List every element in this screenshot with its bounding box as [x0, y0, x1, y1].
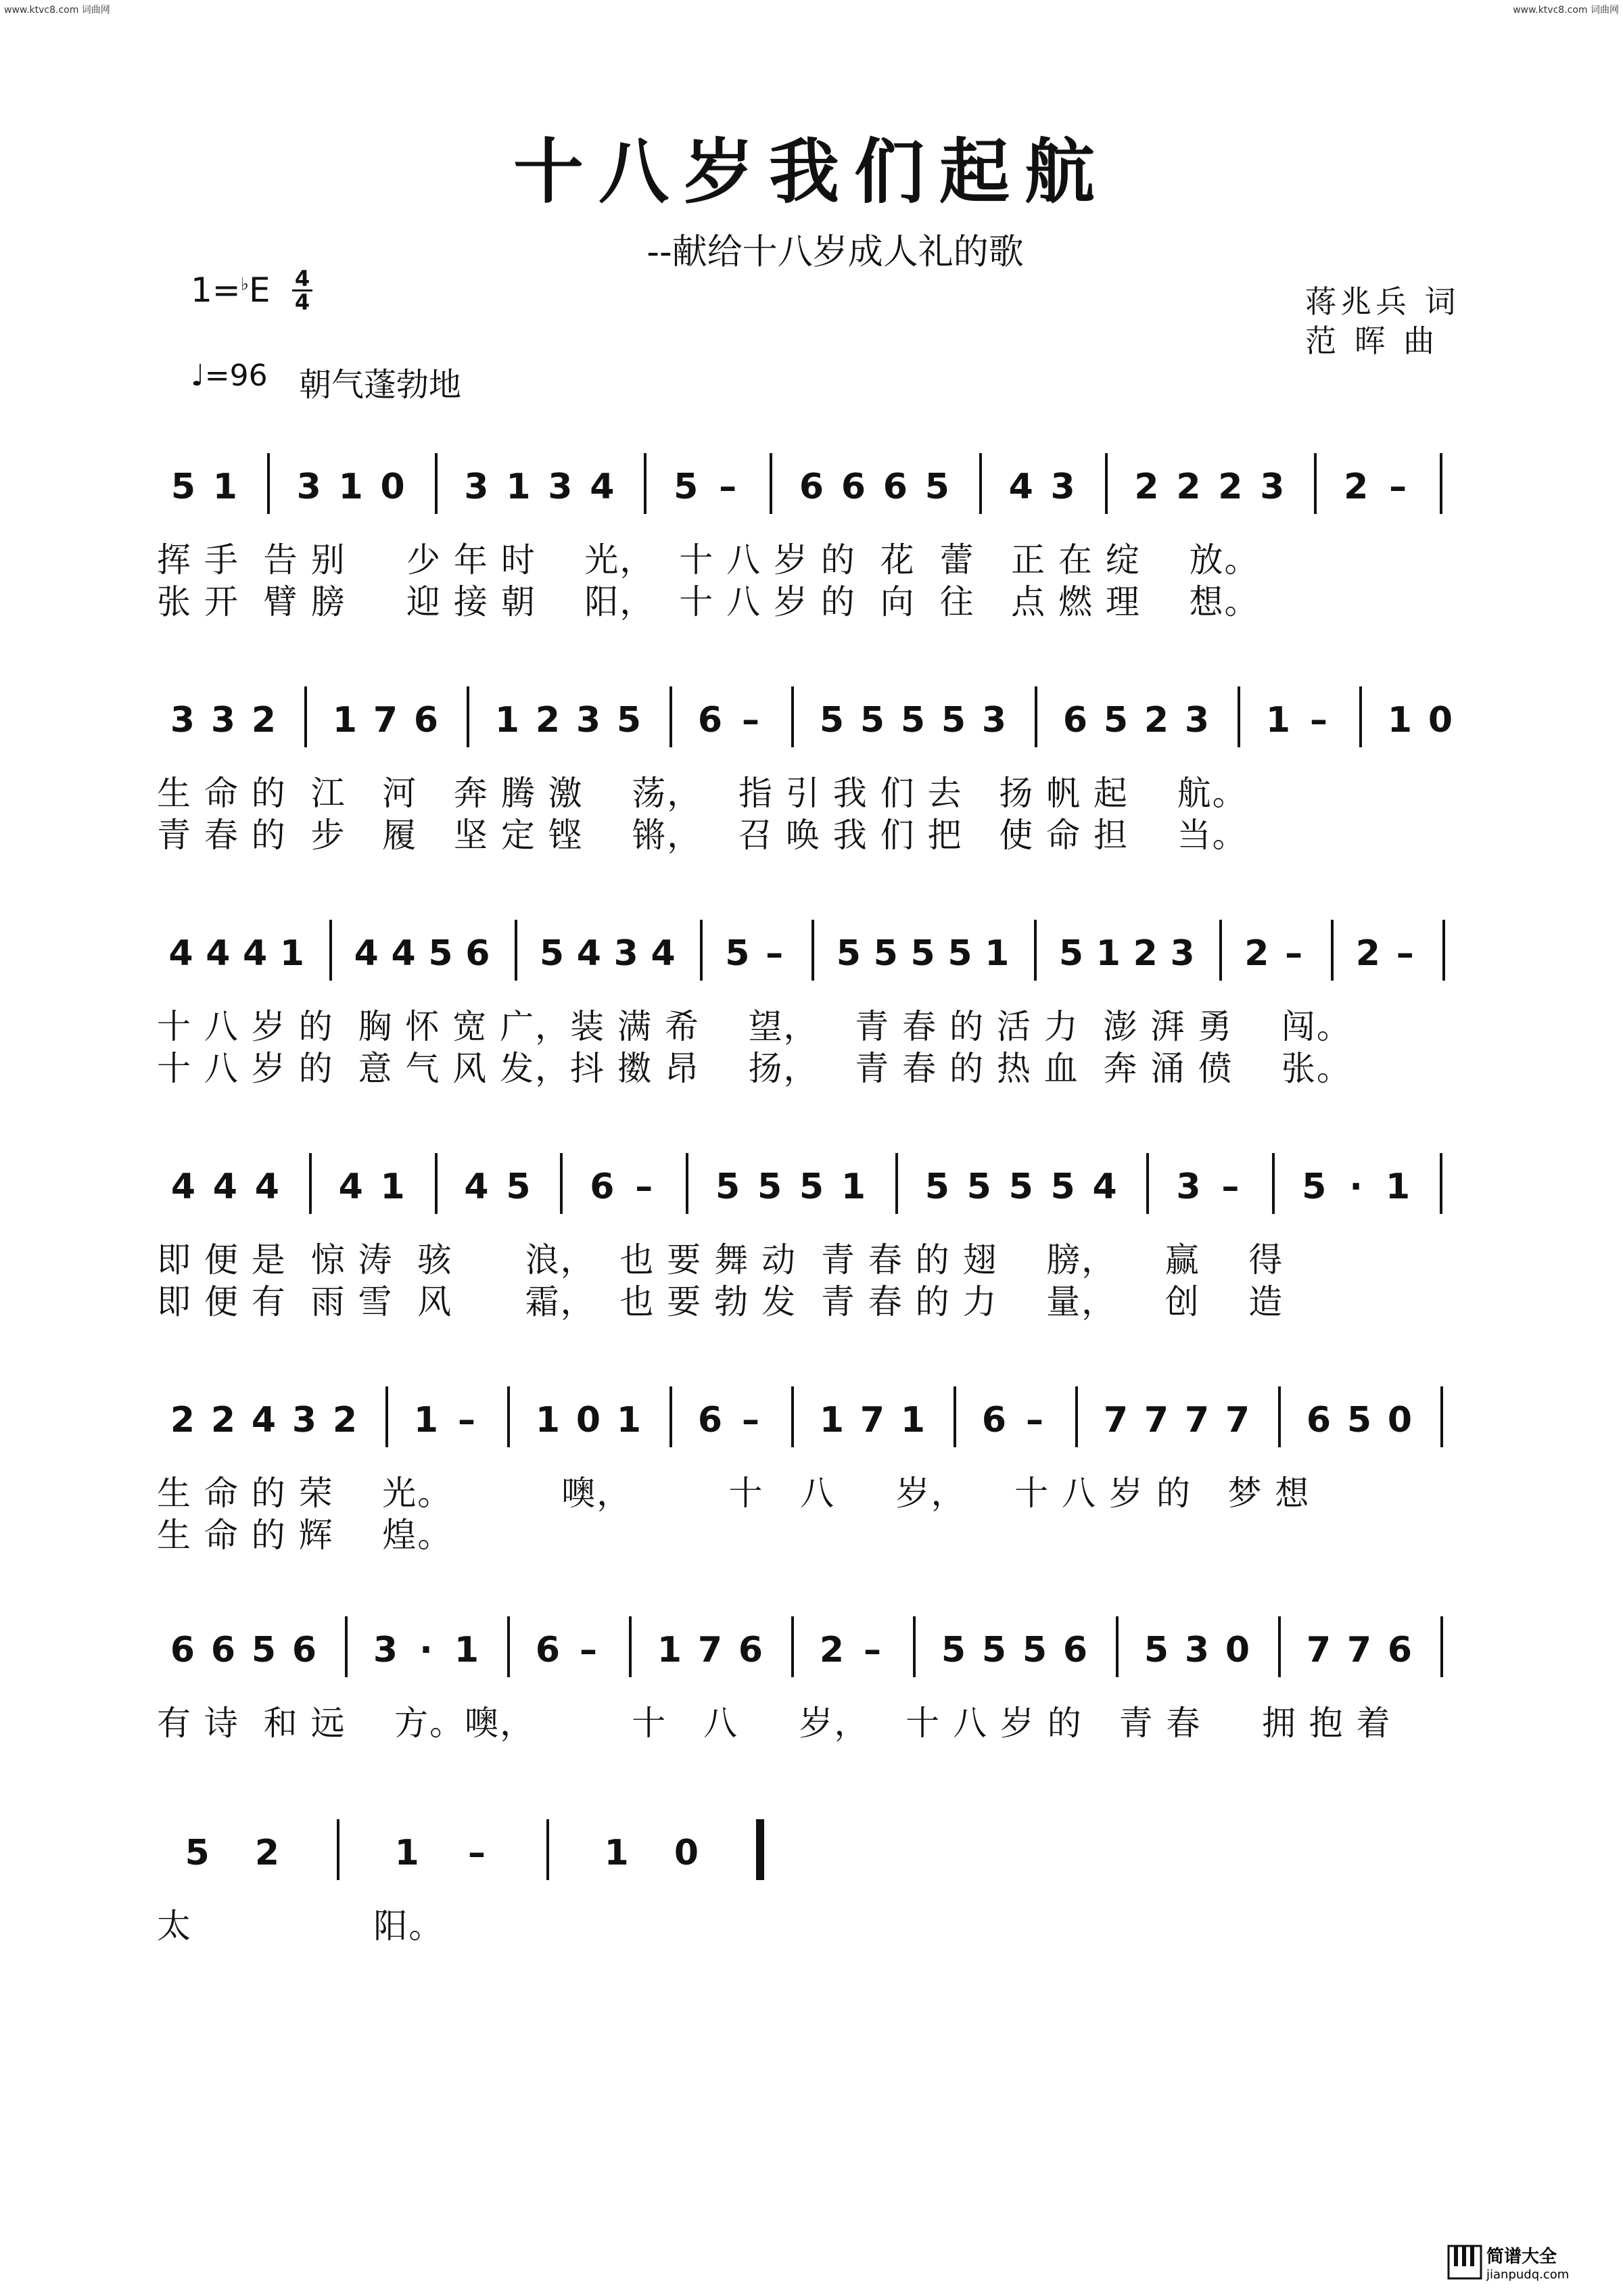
- barline: [1278, 1386, 1281, 1447]
- note: 1: [454, 1630, 479, 1670]
- note: 6: [697, 1400, 723, 1440]
- score-line: [0, 453, 1623, 656]
- note: 5: [1144, 1630, 1169, 1670]
- note: 3: [296, 467, 321, 507]
- piano-icon: [1449, 2246, 1481, 2278]
- note: –: [864, 1630, 881, 1670]
- notes-row: [0, 686, 1623, 761]
- note: 3: [1184, 700, 1210, 741]
- note: 6: [413, 700, 439, 741]
- barline: [791, 686, 794, 747]
- note: 6: [210, 1630, 236, 1670]
- note: 6: [799, 467, 824, 507]
- note: 1: [212, 467, 237, 507]
- note: 6: [1062, 1630, 1088, 1670]
- note: 5: [910, 933, 935, 974]
- note: 5: [428, 933, 453, 974]
- note: 5: [924, 1167, 949, 1207]
- lyric-verse-1: 太 阳。: [157, 1906, 444, 1946]
- note: 0: [575, 1400, 601, 1440]
- note: 2: [332, 1400, 358, 1440]
- note: –: [458, 1400, 475, 1440]
- note: 4: [1008, 467, 1033, 507]
- barline: [1278, 1616, 1281, 1677]
- barline: [560, 1153, 563, 1214]
- note: 1: [279, 933, 305, 974]
- note: 5: [799, 1167, 824, 1207]
- note: 7: [1306, 1630, 1332, 1670]
- barline: [1440, 1153, 1442, 1214]
- score-line: [0, 1819, 1623, 2022]
- note: 0: [674, 1833, 699, 1873]
- note: –: [1396, 933, 1414, 974]
- note: 4: [354, 933, 379, 974]
- score-line: [0, 920, 1623, 1123]
- barline: [435, 1153, 438, 1214]
- barline: [329, 920, 332, 981]
- note: 3: [981, 700, 1007, 741]
- note: –: [766, 933, 784, 974]
- note: 3: [1050, 467, 1075, 507]
- note: 0: [1387, 1400, 1413, 1440]
- note: 1: [657, 1630, 682, 1670]
- note: 5: [1302, 1167, 1327, 1207]
- note: 2: [819, 1630, 845, 1670]
- note: 2: [1355, 933, 1380, 974]
- note: 2: [1244, 933, 1269, 974]
- note: 5: [819, 700, 845, 741]
- note: 7: [373, 700, 398, 741]
- note: 1: [535, 1400, 561, 1440]
- note: 4: [590, 467, 615, 507]
- barline: [700, 920, 703, 981]
- note: 2: [210, 1400, 236, 1440]
- note: 1: [1096, 933, 1121, 974]
- barline: [507, 1616, 510, 1677]
- barline: [1440, 1386, 1443, 1447]
- note: 1: [332, 700, 358, 741]
- barline: [1440, 453, 1442, 514]
- lyric-verse-1: 生 命 的 荣 光。 噢， 十 八 岁， 十 八 岁 的 梦 想: [157, 1474, 1311, 1513]
- barline: [337, 1819, 339, 1880]
- note: 1: [506, 467, 531, 507]
- note: 5: [539, 933, 565, 974]
- note: 3: [291, 1400, 317, 1440]
- note: 4: [338, 1167, 363, 1207]
- note: 6: [465, 933, 490, 974]
- note: 3: [1176, 1167, 1201, 1207]
- barline: [385, 1386, 388, 1447]
- note: 5: [836, 933, 861, 974]
- note: 1: [494, 700, 520, 741]
- barline: [1034, 920, 1037, 981]
- barline: [304, 686, 307, 747]
- note: 5: [900, 700, 926, 741]
- note: 4: [651, 933, 676, 974]
- barline: [546, 1819, 549, 1880]
- note: 5: [725, 933, 750, 974]
- meter-top: 4: [294, 266, 310, 291]
- note: 0: [1225, 1630, 1250, 1670]
- note: 4: [464, 1167, 489, 1207]
- note: 2: [535, 700, 561, 741]
- composer-credit: 范 晖 曲: [1305, 323, 1439, 359]
- note: 3: [170, 700, 195, 741]
- page-subtitle: --献给十八岁成人礼的歌: [646, 232, 1024, 273]
- note: 3: [1170, 933, 1195, 974]
- barline: [770, 453, 772, 514]
- note: 5: [1008, 1167, 1033, 1207]
- note: 4: [170, 1167, 196, 1207]
- barline: [1219, 920, 1222, 981]
- note: 7: [1144, 1400, 1169, 1440]
- note: 5: [757, 1167, 782, 1207]
- barline: [913, 1616, 916, 1677]
- barline: [1116, 1616, 1119, 1677]
- note: 5: [1058, 933, 1084, 974]
- note: 7: [697, 1630, 723, 1670]
- score-line: [0, 1153, 1623, 1356]
- note: 2: [1133, 933, 1158, 974]
- barline: [812, 920, 814, 981]
- note: 4: [251, 1400, 277, 1440]
- note: 0: [1428, 700, 1453, 741]
- watermark-right: www.ktvc8.com 词曲网: [1513, 5, 1619, 16]
- note: 5: [941, 1630, 966, 1670]
- lyric-verse-1: 挥 手 告 别 少 年 时 光， 十 八 岁 的 花 蕾 正 在 绽 放。: [157, 540, 1260, 580]
- badge-title: 简谱大全: [1486, 2247, 1557, 2267]
- barline: [1146, 1153, 1149, 1214]
- note: 0: [380, 467, 405, 507]
- notes-row: [0, 1616, 1623, 1691]
- badge-url: jianpudq.com: [1486, 2268, 1570, 2282]
- barline: [791, 1616, 794, 1677]
- expression-mark: 朝气蓬勃地: [299, 366, 462, 404]
- note: 1: [1386, 1167, 1411, 1207]
- barline: [686, 1153, 688, 1214]
- note: 3: [575, 700, 601, 741]
- barline: [345, 1616, 348, 1677]
- note: –: [1026, 1400, 1043, 1440]
- notes-row: [0, 453, 1623, 528]
- barline: [629, 1616, 632, 1677]
- note: 4: [1092, 1167, 1117, 1207]
- note: 5: [924, 467, 949, 507]
- barline: [1272, 1153, 1275, 1214]
- note: 5: [1022, 1630, 1048, 1670]
- note: 5: [170, 467, 196, 507]
- note: 6: [590, 1167, 615, 1207]
- note: 3: [548, 467, 573, 507]
- note: 6: [1306, 1400, 1332, 1440]
- note: 5: [251, 1630, 277, 1670]
- note: 2: [1344, 467, 1369, 507]
- barline: [515, 920, 517, 981]
- lyric-verse-2: 青 春 的 步 履 坚 定 铿 锵， 召 唤 我 们 把 使 命 担 当。: [157, 816, 1248, 855]
- barline: [791, 1386, 794, 1447]
- note: 4: [576, 933, 601, 974]
- note: 5: [941, 700, 966, 741]
- lyric-verse-2: 生 命 的 辉 煌。: [157, 1516, 453, 1555]
- note: 1: [380, 1167, 405, 1207]
- note: 5: [616, 700, 642, 741]
- note: –: [742, 1400, 759, 1440]
- note: 7: [1103, 1400, 1129, 1440]
- note: 3: [464, 467, 489, 507]
- note: 6: [1062, 700, 1088, 741]
- key-signature: [191, 271, 270, 310]
- note: –: [580, 1630, 597, 1670]
- note: 7: [1184, 1400, 1210, 1440]
- note: 2: [1218, 467, 1243, 507]
- note: ·: [419, 1630, 433, 1670]
- barline: [435, 453, 438, 514]
- barline: [954, 1386, 956, 1447]
- note: 5: [506, 1167, 531, 1207]
- note: 4: [254, 1167, 279, 1207]
- note: 3: [373, 1630, 398, 1670]
- note: 1: [616, 1400, 642, 1440]
- barline: [1359, 686, 1362, 747]
- note: 1: [1387, 700, 1413, 741]
- note: 6: [170, 1630, 195, 1670]
- barline: [1238, 686, 1240, 747]
- note: 5: [873, 933, 898, 974]
- time-signature: [292, 268, 312, 313]
- barline: [309, 1153, 312, 1214]
- note: 2: [254, 1833, 280, 1873]
- lyricist-credit: 蒋兆兵 词: [1305, 283, 1460, 320]
- score-line: [0, 686, 1623, 889]
- notes-row: [0, 1153, 1623, 1227]
- key-prefix: 1=: [191, 271, 241, 310]
- note: 6: [535, 1630, 561, 1670]
- note: 5: [860, 700, 885, 741]
- barline: [644, 453, 646, 514]
- note: –: [468, 1833, 486, 1873]
- key-letter: E: [248, 271, 270, 310]
- note: 6: [1387, 1630, 1413, 1670]
- note: 5: [947, 933, 972, 974]
- note: 6: [883, 467, 908, 507]
- page-title: 十八岁我们起航: [513, 130, 1110, 213]
- note: 2: [1176, 467, 1201, 507]
- lyric-verse-1: 即 便 是 惊 涛 骇 浪， 也 要 舞 动 青 春 的 翅 膀， 赢 得: [157, 1240, 1284, 1280]
- note: 7: [1225, 1400, 1250, 1440]
- note: 2: [170, 1400, 195, 1440]
- note: 4: [212, 1167, 237, 1207]
- note: 1: [338, 467, 363, 507]
- note: –: [635, 1167, 653, 1207]
- note: 2: [1134, 467, 1159, 507]
- note: 5: [715, 1167, 740, 1207]
- note: 6: [291, 1630, 317, 1670]
- lyric-verse-1: 生 命 的 江 河 奔 腾 激 荡， 指 引 我 们 去 扬 帆 起 航。: [157, 774, 1248, 813]
- lyric-verse-1: 有 诗 和 远 方。噢， 十 八 岁， 十 八 岁 的 青 春 拥 抱 着: [157, 1704, 1392, 1743]
- note: 1: [900, 1400, 926, 1440]
- note: 2: [251, 700, 277, 741]
- barline: [1075, 1386, 1078, 1447]
- note: 4: [206, 933, 231, 974]
- note: 6: [738, 1630, 763, 1670]
- score-line: [0, 1616, 1623, 1819]
- barline: [895, 1153, 898, 1214]
- note: ·: [1349, 1167, 1363, 1207]
- note: 7: [860, 1400, 885, 1440]
- barline: [1035, 686, 1037, 747]
- note: 3: [1260, 467, 1285, 507]
- barline: [979, 453, 982, 514]
- lyric-verse-2: 张 开 臂 膀 迎 接 朝 阳， 十 八 岁 的 向 往 点 燃 理 想。: [157, 582, 1260, 622]
- barline: [669, 1386, 672, 1447]
- note: 3: [613, 933, 638, 974]
- notes-row: [0, 1819, 1623, 1894]
- note: 5: [185, 1833, 210, 1873]
- notes-row: [0, 920, 1623, 994]
- tempo-mark: ♩=96: [191, 358, 268, 393]
- note: –: [719, 467, 737, 507]
- barline: [1314, 453, 1317, 514]
- barline: [1105, 453, 1108, 514]
- note: 4: [168, 933, 193, 974]
- note: –: [1285, 933, 1303, 974]
- barline: [669, 686, 672, 747]
- note: 1: [819, 1400, 845, 1440]
- note: 5: [674, 467, 699, 507]
- note: –: [1310, 700, 1327, 741]
- barline: [467, 686, 469, 747]
- final-barline: [756, 1819, 764, 1880]
- score-line: [0, 1386, 1623, 1589]
- note: 1: [985, 933, 1010, 974]
- barline: [507, 1386, 510, 1447]
- note: 5: [981, 1630, 1007, 1670]
- notes-row: [0, 1386, 1623, 1461]
- barline: [1440, 1616, 1443, 1677]
- note: 5: [966, 1167, 991, 1207]
- note: 5: [1346, 1400, 1372, 1440]
- note: 7: [1346, 1630, 1372, 1670]
- barline: [1442, 920, 1445, 981]
- note: 6: [841, 467, 866, 507]
- barline: [1331, 920, 1334, 981]
- note: 2: [1144, 700, 1169, 741]
- note: –: [1221, 1167, 1240, 1207]
- note: 1: [604, 1833, 629, 1873]
- note: –: [742, 700, 759, 741]
- note: 1: [841, 1167, 866, 1207]
- note: 4: [391, 933, 416, 974]
- watermark-left: www.ktvc8.com 词曲网: [4, 5, 110, 16]
- note: 1: [413, 1400, 439, 1440]
- note: 1: [394, 1833, 419, 1873]
- note: 1: [1265, 700, 1291, 741]
- note: 4: [243, 933, 268, 974]
- note: 6: [981, 1400, 1007, 1440]
- jianpu-logo-badge: [1447, 2242, 1603, 2282]
- note: –: [1389, 467, 1407, 507]
- lyric-verse-2: 即 便 有 雨 雪 风 霜， 也 要 勃 发 青 春 的 力 量， 创 造: [157, 1282, 1284, 1321]
- meter-bottom: 4: [292, 289, 312, 313]
- note: 3: [1184, 1630, 1210, 1670]
- lyric-verse-1: 十 八 岁 的 胸 怀 宽 广，装 满 希 望， 青 春 的 活 力 澎 湃 勇 闯。: [157, 1007, 1352, 1046]
- note: 3: [210, 700, 236, 741]
- barline: [267, 453, 270, 514]
- flat-sign: ♭: [240, 274, 249, 295]
- note: 5: [1050, 1167, 1075, 1207]
- lyric-verse-2: 十 八 岁 的 意 气 风 发，抖 擞 昂 扬， 青 春 的 热 血 奔 涌 偾 张。: [157, 1049, 1352, 1088]
- note: 6: [697, 700, 723, 741]
- note: 5: [1103, 700, 1129, 741]
